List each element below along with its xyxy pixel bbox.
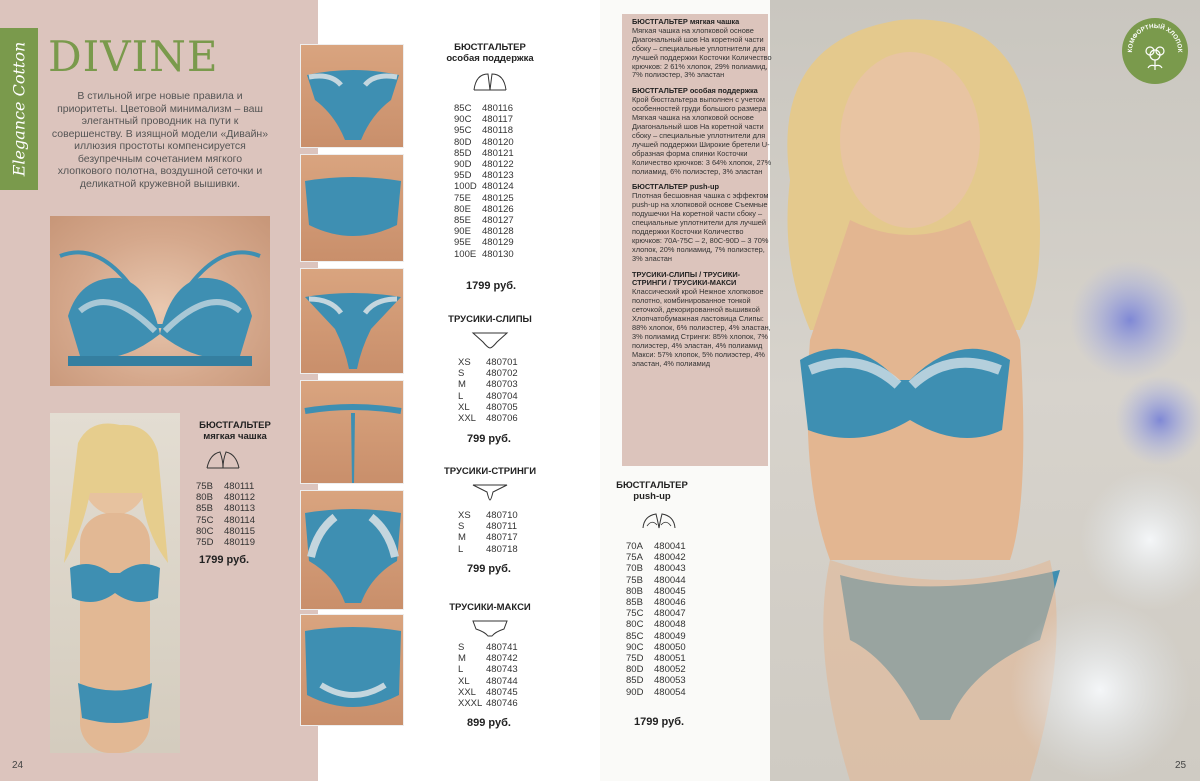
size-row: 90E 480128 [454,226,514,238]
size-row: 80E 480126 [454,203,514,215]
size-row: 85E 480127 [454,215,514,227]
soft-cup-bra-price: 1799 руб. [199,554,250,566]
size-row: 85D 480121 [454,147,514,159]
description-body: Мягкая чашка на хлопковой основе Диагональный шов На коретной части сбоку – специальные уплотнители для лучшей поддержки Косточки Количество крючков: 2 61% хлопок, 29% полиамид, 7% полиэстер, 3% эластан [632,25,772,80]
briefs-string-icon [471,482,509,502]
size-row: XL 480705 [458,401,518,413]
size-row: XXXL 480746 [458,698,518,710]
bra-soft-icon [204,446,242,472]
product-photo-slip-back [300,154,404,262]
size-row: XS 480701 [458,357,518,368]
size-row: 85C 480049 [626,630,686,642]
string-size-list [458,510,518,555]
size-row: 85C 480116 [454,103,513,114]
page-number-left: 24 [12,760,24,771]
cotton-flower-icon [1122,18,1188,84]
support-bra-size-list [454,103,514,260]
size-row: XXL 480706 [458,413,518,425]
product-photo-string-back [300,380,404,484]
page-number-right: 25 [1175,760,1187,771]
size-row: S 480702 [458,368,518,380]
pushup-bra-title: БЮСТГАЛЬТЕР [616,480,688,491]
size-row: L 480743 [458,664,518,676]
size-row: 85B 480113 [196,503,255,515]
brand-tab [0,28,38,190]
soft-cup-bra-size-list [196,481,255,548]
size-row: XL 480744 [458,675,518,687]
description-item [632,183,772,263]
product-photo-string-front [300,268,404,374]
briefs-maxi-icon [471,618,509,638]
size-row: S 480741 [458,642,518,653]
maxi-price: 899 руб. [467,717,511,729]
size-row: 90D 480122 [454,159,514,171]
string-header: ТРУСИКИ-СТРИНГИ [443,466,537,477]
slip-price: 799 руб. [467,433,511,445]
size-row: 70B 480043 [626,563,686,575]
slip-size-list [458,357,518,424]
support-bra-header [430,42,550,64]
bra-pushup-icon [640,506,678,532]
comfort-cotton-seal [1122,18,1188,84]
description-item [632,87,772,176]
product-photo-maxi-front [300,490,404,610]
description-heading: ТРУСИКИ-СЛИПЫ / ТРУСИКИ-СТРИНГИ / ТРУСИКИ-МАКСИ [632,269,741,288]
size-row: 80B 480112 [196,492,255,504]
size-row: 75B 480044 [626,574,686,586]
string-price: 799 руб. [467,563,511,575]
size-row: 95E 480129 [454,237,514,249]
bra-closeup-photo [50,216,270,386]
bra-support-icon [471,68,509,94]
product-photo-maxi-back [300,614,404,726]
description-heading: БЮСТГАЛЬТЕР мягкая чашка [632,17,740,26]
description-item [632,18,772,80]
description-body: Классический крой Нежное хлопковое полотно, комбинированное тонкой сеточкой, декорированной вышивкой Хлопчатобумажная ластовица Слипы: 88% хлопок, 6% полиэстер, 4% эластан, 3% полиамид Стринги: 85% хлопок, 7% полиэстер, 4% эластан, 4% полиамид Макси: 57% хлопок, 5% полиэстер, 4% эластан, 4% полиамид [632,287,771,368]
size-row: 80D 480052 [626,664,686,676]
size-row: 90D 480054 [626,686,686,698]
size-row: 75D 480119 [196,537,255,549]
size-row: 100E 480130 [454,248,514,260]
product-photo-slip-front [300,44,404,148]
size-row: 80D 480120 [454,136,514,148]
description-item [632,271,772,369]
size-row: 90C 480117 [454,114,513,126]
size-row: XXL 480745 [458,686,518,698]
size-row: 85D 480053 [626,675,686,687]
pushup-bra-price: 1799 руб. [634,716,685,728]
size-row: 75D 480051 [626,653,686,665]
description-body: Крой бюстгальтера выполнен с учетом особенностей груди большого размера Мягкая чашка на хлопковой основе Диагональный шов На коретной части сбоку – специальные уплотнители для лучшей поддержки Широкие бретели U-образная форма спинки Косточки Количество крючков: 3 64% хлопок, 27% полиамид, 6% полиэстер, 3% эластан [632,95,772,176]
support-bra-price: 1799 руб. [466,280,517,292]
support-bra-title: БЮСТГАЛЬТЕР [454,42,526,53]
size-row: M 480717 [458,532,518,544]
description-heading: БЮСТГАЛЬТЕР особая поддержка [632,86,758,96]
size-row: L 480718 [458,543,518,555]
model-photo-right [770,0,1200,781]
brand-tab-label: Elegance Cotton [9,41,29,177]
size-row: XS 480710 [458,510,518,521]
size-row: M 480703 [458,379,518,391]
seal-text: КОМФОРТНЫЙ ХЛОПОК [1126,22,1184,53]
collection-title: DIVINE [48,32,219,81]
intro-text: В стильной игре новые правила и приоритеты. Цветовой минимализм – ваш элегантный проводник на пути к совершенству. В изящной модели «Дивайн» иллюзия простоты компенсируется безупречным сочетанием мягкого хлопкового полотна, воздушной сеточки и деликатной кружевной вышивки. [51,90,269,190]
size-row: 90C 480050 [626,641,686,653]
soft-cup-bra-subtitle: мягкая чашка [203,431,267,442]
size-row: M 480742 [458,653,518,665]
support-bra-subtitle: особая поддержка [446,53,534,64]
size-row: S 480711 [458,521,517,533]
briefs-slip-icon [471,330,509,350]
soft-cup-bra-title: БЮСТГАЛЬТЕР [199,420,271,431]
size-row: 85B 480046 [626,597,686,609]
size-row: 75E 480125 [454,192,514,204]
size-row: 95D 480123 [454,170,514,182]
description-heading: БЮСТГАЛЬТЕР push-up [632,182,719,192]
description-list [632,18,772,376]
size-row: 80C 480048 [626,619,686,631]
size-row: 80B 480045 [626,585,686,597]
size-row: 80C 480115 [196,525,255,537]
pushup-bra-subtitle: push-up [633,491,671,502]
size-row: 75B 480111 [196,481,255,492]
pushup-bra-header [612,480,692,502]
size-row: 75A 480042 [626,552,686,564]
maxi-header: ТРУСИКИ-МАКСИ [449,602,531,613]
slip-header: ТРУСИКИ-СЛИПЫ [448,314,532,325]
size-row: 75C 480114 [196,514,255,526]
model-photo-left [50,413,180,753]
description-body: Плотная бесшовная чашка с эффектом push-up на хлопковой основе Съемные подушечки На коретной части сбоку – специальные уплотнители для лучшей поддержки Косточки Количество крючков: 70А-75С – 2, 80С-90D – 3 70% хлопок, 20% полиамид, 7% полиэстер, 3% эластан [632,191,769,263]
pushup-bra-size-list [626,541,686,698]
size-row: L 480704 [458,390,518,402]
soft-cup-bra-header [180,420,290,442]
size-row: 100D 480124 [454,181,514,193]
svg-text:КОМФОРТНЫЙ ХЛОПОК [1127,23,1183,53]
size-row: 75C 480047 [626,608,686,620]
size-row: 70A 480041 [626,541,686,552]
size-row: 95C 480118 [454,125,513,137]
maxi-size-list [458,642,518,709]
